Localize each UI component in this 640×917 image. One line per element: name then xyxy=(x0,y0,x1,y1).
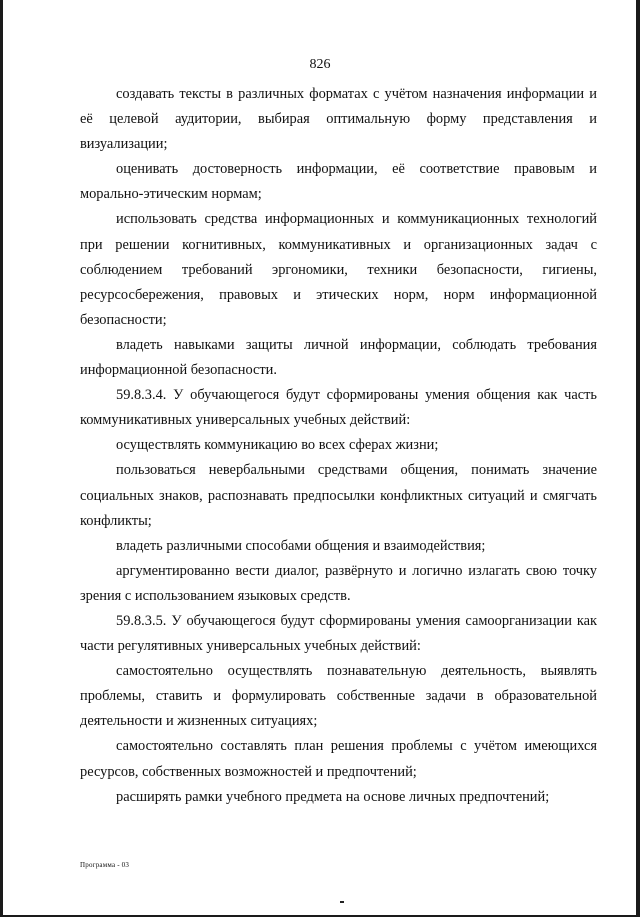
scan-edge-left xyxy=(0,0,3,917)
paragraph: владеть различными способами общения и взаимодействия; xyxy=(116,537,486,554)
paragraph: создавать тексты в различных форматах с учётом назначения информации и её целевой аудитории, выбирая оптимальную форму представления и визуализации; xyxy=(80,86,597,153)
page-number: 826 xyxy=(309,57,331,72)
paragraph: оценивать достоверность информации, её соответствие правовым и морально-этическим нормам; xyxy=(80,161,597,203)
paragraph: использовать средства информационных и коммуникационных технологий при решении когнитивных, коммуникативных и организационных задач с соблюдением требований эргономики, техники безопасности, гигиены, ресурсосбережения, правовых и этических норм, норм информационной безопасности; xyxy=(80,211,597,328)
paragraph: самостоятельно составлять план решения проблемы с учётом имеющихся ресурсов, собственных возможностей и предпочтений; xyxy=(80,738,597,780)
paragraph: владеть навыками защиты личной информации, соблюдать требования информационной безопасности. xyxy=(80,336,597,379)
document-body xyxy=(80,82,597,810)
paragraph: пользоваться невербальными средствами общения, понимать значение социальных знаков, распознавать предпосылки конфликтных ситуаций и смягчать конфликты; xyxy=(80,462,597,529)
scan-mark xyxy=(340,901,344,903)
paragraph: расширять рамки учебного предмета на основе личных предпочтений; xyxy=(116,788,550,805)
paragraph: аргументированно вести диалог, развёрнуто и логично излагать свою точку зрения с использованием языковых средств. xyxy=(80,562,597,604)
footer-label: Программа - 03 xyxy=(80,861,130,869)
paragraph: самостоятельно осуществлять познавательную деятельность, выявлять проблемы, ставить и формулировать собственные задачи в образовательной деятельности и жизненных ситуациях; xyxy=(80,663,597,730)
paragraph: осуществлять коммуникацию во всех сферах жизни; xyxy=(116,437,439,454)
section-paragraph: 59.8.3.5. У обучающегося будут сформированы умения самоорганизации как части регулятивных универсальных учебных действий: xyxy=(80,612,597,655)
scan-edge-right xyxy=(636,0,640,917)
section-paragraph: 59.8.3.4. У обучающегося будут сформированы умения общения как часть коммуникативных универсальных учебных действий: xyxy=(80,387,597,429)
